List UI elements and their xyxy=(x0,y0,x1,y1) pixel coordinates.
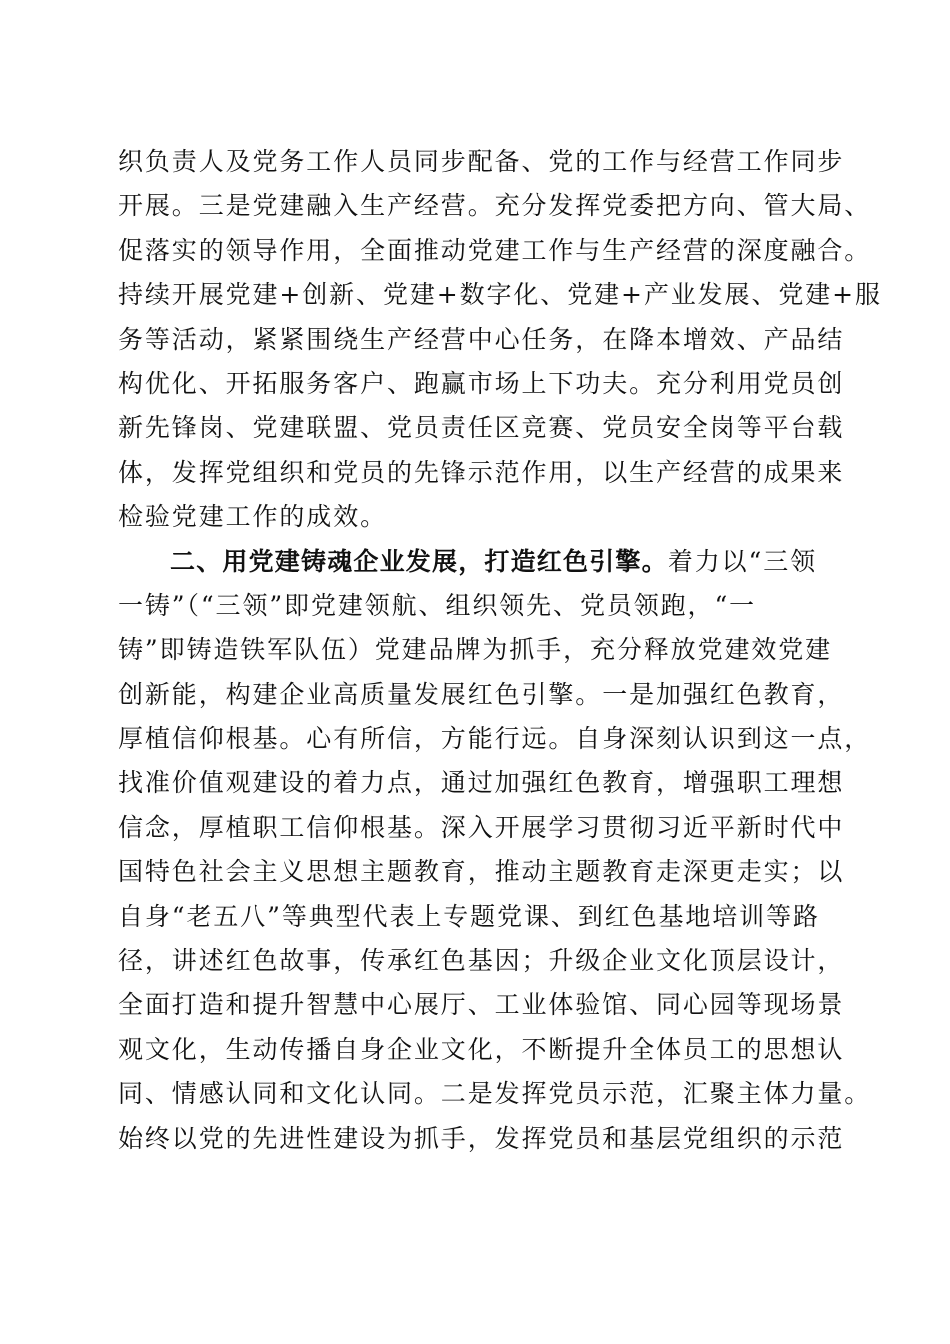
section-two-first-line-text: 着力以“三领 xyxy=(667,546,817,576)
body-line: 找准价值观建设的着力点，通过加强红色教育，增强职工理想 xyxy=(118,768,845,798)
body-line: 构优化、开拓服务客户、跑赢市场上下功夫。充分利用党员创 xyxy=(118,368,845,398)
body-line: 信念，厚植职工信仰根基。深入开展学习贯彻习近平新时代中 xyxy=(118,812,845,842)
body-line: 开展。三是党建融入生产经营。充分发挥党委把方向、管大局、 xyxy=(118,191,872,221)
body-line: 检验党建工作的成效。 xyxy=(118,502,388,532)
body-line: 持续开展党建+创新、党建+数字化、党建+产业发展、党建+服 xyxy=(118,280,882,310)
body-line: 观文化，生动传播自身企业文化，不断提升全体员工的思想认 xyxy=(118,1034,845,1064)
body-line: 促落实的领导作用，全面推动党建工作与生产经营的深度融合。 xyxy=(118,235,872,265)
body-line: 自身“老五八”等典型代表上专题党课、到红色基地培训等路 xyxy=(118,901,820,931)
body-line: 同、情感认同和文化认同。二是发挥党员示范，汇聚主体力量。 xyxy=(118,1079,872,1109)
body-line: 厚植信仰根基。心有所信，方能行远。自身深刻认识到这一点， xyxy=(118,724,872,754)
body-line: 径，讲述红色故事，传承红色基因；升级企业文化顶层设计， xyxy=(118,946,845,976)
body-line: 铸”即铸造铁军队伍）党建品牌为抓手，充分释放党建效党建 xyxy=(118,635,833,665)
document-body xyxy=(118,140,882,1161)
body-line: 体，发挥党组织和党员的先锋示范作用，以生产经营的成果来 xyxy=(118,457,845,487)
body-line: 全面打造和提升智慧中心展厅、工业体验馆、同心园等现场景 xyxy=(118,990,845,1020)
body-line: 织负责人及党务工作人员同步配备、党的工作与经营工作同步 xyxy=(118,147,845,176)
body-line: 务等活动，紧紧围绕生产经营中心任务，在降本增效、产品结 xyxy=(118,324,845,354)
section-two-first-line xyxy=(118,540,838,584)
body-line: 始终以党的先进性建设为抓手，发挥党员和基层党组织的示范 xyxy=(118,1123,845,1153)
body-line: 一铸”（“三领”即党建领航、组织领先、党员领跑，“一 xyxy=(118,590,757,620)
body-line: 新先锋岗、党建联盟、党员责任区竞赛、党员安全岗等平台载 xyxy=(118,413,845,443)
body-line: 创新能，构建企业高质量发展红色引擎。一是加强红色教育， xyxy=(118,679,845,709)
body-line: 国特色社会主义思想主题教育，推动主题教育走深更走实；以 xyxy=(118,857,845,887)
section-two-heading: 二、用党建铸魂企业发展，打造红色引擎。 xyxy=(170,546,668,576)
